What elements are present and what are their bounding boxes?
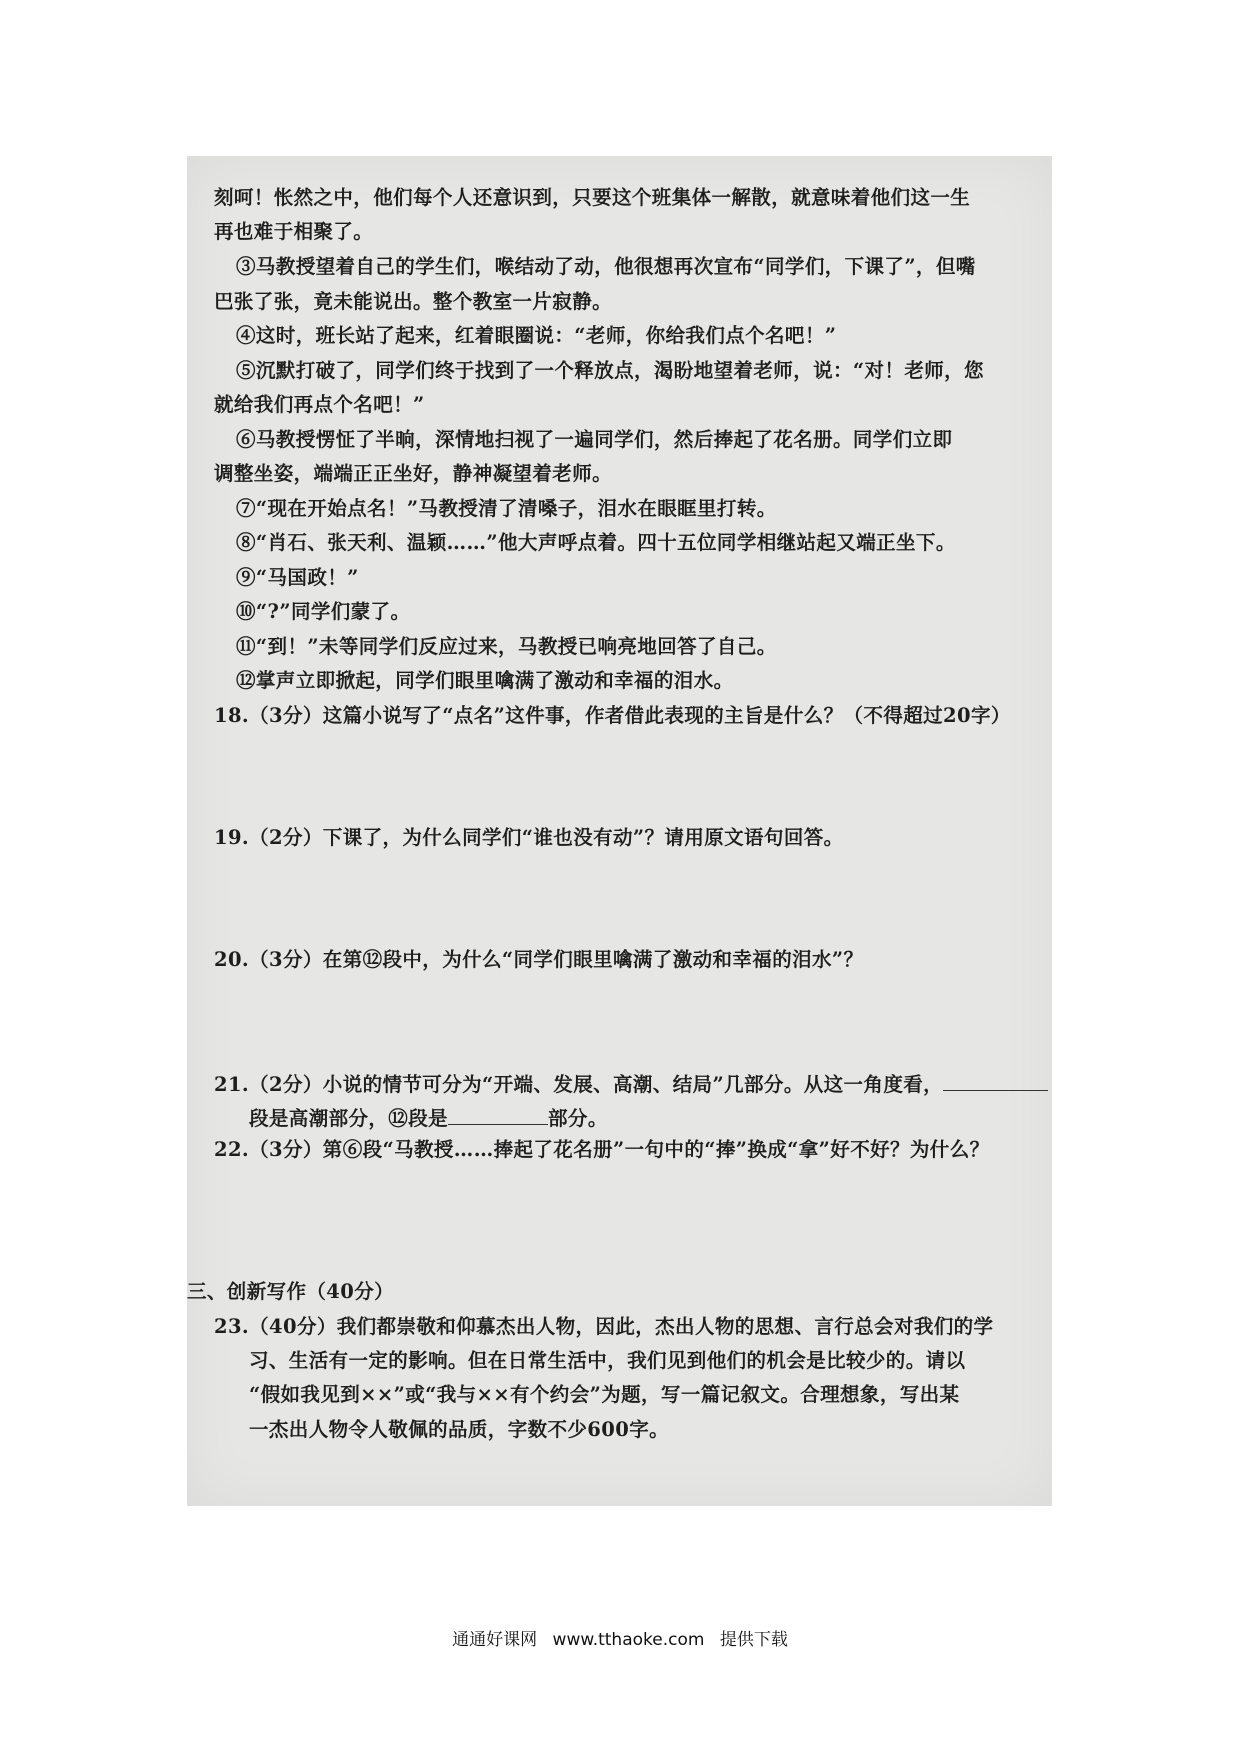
answer-blank-ending[interactable] (448, 1104, 548, 1125)
question-19: 19.（2分）下课了，为什么同学们“谁也没有动”？请用原文语句回答。 (214, 826, 844, 849)
question-23-line-2: 习、生活有一定的影响。但在日常生活中，我们见到他们的机会是比较少的。请以 (249, 1349, 966, 1372)
question-23-line-1: 23.（40分）我们都崇敬和仰慕杰出人物，因此，杰出人物的思想、言行总会对我们的学 (214, 1315, 994, 1338)
question-23-line-3: “假如我见到××”或“我与××有个约会”为题，写一篇记叙文。合理想象，写出某 (249, 1383, 960, 1406)
paragraph-3-line-1: ③马教授望着自己的学生们，喉结动了动，他很想再次宣布“同学们，下课了”，但嘴 (236, 255, 976, 278)
footer-note: 提供下载 (719, 1630, 788, 1650)
paragraph-4: ④这时，班长站了起来，红着眼圈说：“老师，你给我们点个名吧！” (236, 324, 837, 347)
question-21-text-a: 21.（2分）小说的情节可分为“开端、发展、高潮、结局”几部分。从这一角度看， (214, 1073, 944, 1096)
question-21-line-2 (249, 1104, 608, 1131)
paragraph-8: ⑧“肖石、张天利、温颖……”他大声呼点着。四十五位同学相继站起又端正坐下。 (236, 531, 956, 554)
question-20: 20.（3分）在第⑫段中，为什么“同学们眼里噙满了激动和幸福的泪水”？ (214, 948, 864, 971)
question-21-text-c: 部分。 (548, 1107, 608, 1130)
footer-site-name: 通通好课网 (452, 1630, 538, 1650)
answer-blank-climax[interactable] (943, 1070, 1048, 1091)
question-21-text-b: 段是高潮部分，⑫段是 (249, 1107, 449, 1130)
question-21-line-1 (214, 1070, 1048, 1097)
paragraph-6-line-2: 调整坐姿，端端正正坐好，静神凝望着老师。 (214, 462, 613, 485)
paragraph-11: ⑪“到！”未等同学们反应过来，马教授已响亮地回答了自己。 (236, 635, 777, 658)
paragraph-10: ⑩“?”同学们蒙了。 (236, 600, 411, 623)
paragraph-5-line-1: ⑤沉默打破了，同学们终于找到了一个释放点，渴盼地望着老师，说：“对！老师，您 (236, 359, 984, 382)
paragraph-7: ⑦“现在开始点名！”马教授清了清嗓子，泪水在眼眶里打转。 (236, 497, 777, 520)
paragraph-9: ⑨“马国政！” (236, 566, 359, 589)
paragraph-5-line-2: 就给我们再点个名吧！” (214, 393, 425, 416)
passage-continuation-line-1: 刻呵！怅然之中，他们每个人还意识到，只要这个班集体一解散，就意味着他们这一生 (214, 186, 971, 209)
question-18: 18.（3分）这篇小说写了“点名”这件事，作者借此表现的主旨是什么？（不得超过20字） (214, 704, 1011, 727)
passage-continuation-line-2: 再也难于相聚了。 (214, 220, 374, 243)
download-footer (0, 1625, 1240, 1650)
section-3-heading: 三、创新写作（40分） (187, 1280, 395, 1303)
paragraph-6-line-1: ⑥马教授愣怔了半晌，深情地扫视了一遍同学们，然后捧起了花名册。同学们立即 (236, 428, 953, 451)
question-23-line-4: 一杰出人物令人敬佩的品质，字数不少600字。 (249, 1418, 670, 1441)
footer-url-link[interactable]: www.tthaoke.com (552, 1630, 705, 1650)
question-22: 22.（3分）第⑥段“马教授……捧起了花名册”一句中的“捧”换成“拿”好不好？为什么？ (214, 1138, 990, 1161)
paragraph-12: ⑫掌声立即掀起，同学们眼里噙满了激动和幸福的泪水。 (236, 669, 734, 692)
paragraph-3-line-2: 巴张了张，竟未能说出。整个教室一片寂静。 (214, 290, 613, 313)
